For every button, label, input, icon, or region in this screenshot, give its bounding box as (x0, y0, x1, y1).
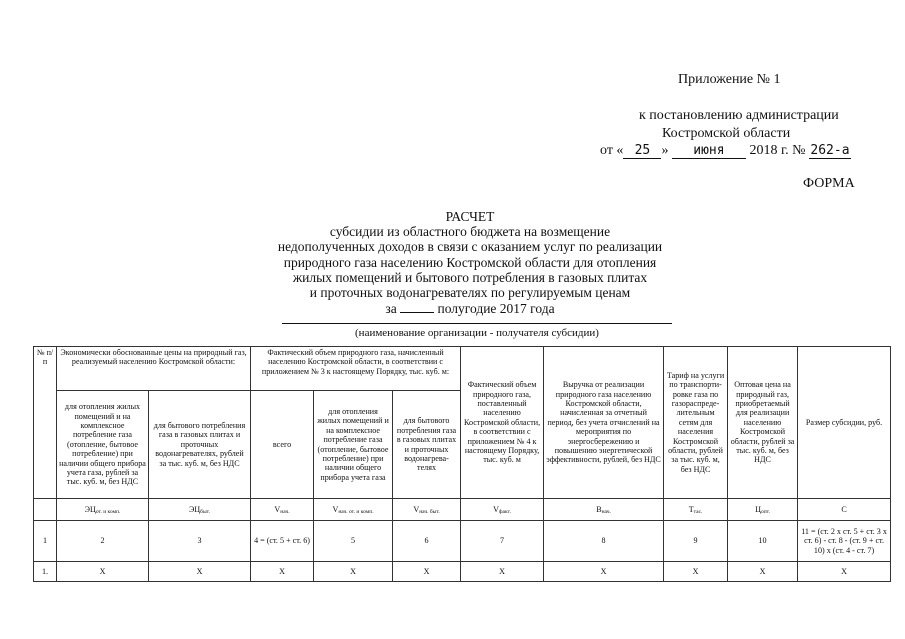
idx-cell: 1 (34, 521, 57, 562)
idx-cell: 2 (57, 521, 149, 562)
row-cell: 1. (34, 562, 57, 582)
h-volume: Фактический объем природного газа, начисленный населению Костромской области, в соответствии с приложением № 3 к настоящему Порядку, тыс. куб. м: (251, 347, 461, 391)
idx-cell: 10 (728, 521, 798, 562)
period-blank (400, 300, 434, 313)
idx-cell: 5 (314, 521, 393, 562)
idx-cell: 9 (664, 521, 728, 562)
h-econ: Экономически обоснованные цены на природный газ, реализуемый населению Костромской области: (57, 347, 251, 391)
symbol-row (34, 499, 891, 521)
document-title (200, 209, 740, 316)
date-mid: » (661, 143, 669, 158)
row-cell: X (149, 562, 251, 582)
sym-cell-4: $V_{нач. от. и комп.}$ (314, 499, 393, 521)
sym-cell-10: С (798, 499, 891, 521)
row-cell: X (664, 562, 728, 582)
region-label: Костромской области (662, 126, 791, 141)
org-caption: (наименование организации - получателя субсидии) (355, 327, 599, 339)
h-tariff: Тариф на услуги по транспорти-ровке газа по газораспреде-лительным сетям для населения Костромской области, рублей за тыс. куб. м, без НДС (664, 347, 728, 499)
row-cell: X (314, 562, 393, 582)
doc-number: 262-а (810, 143, 850, 158)
sym-cell-5: $V_{нач. быт.}$ (393, 499, 461, 521)
row-cell: X (251, 562, 314, 582)
sym-cell-3: $V_{нач.}$ (251, 499, 314, 521)
index-row (34, 521, 891, 562)
title-line-1: субсидии из областного бюджета на возмещение (329, 224, 611, 240)
row-cell: X (57, 562, 149, 582)
title-line-4: жилых помещений и бытового потребления в газовых плитах (292, 269, 648, 285)
idx-cell: 6 (393, 521, 461, 562)
sym-cell-1: $ЭЦ_{от. и комп.}$ (57, 499, 149, 521)
form-label: ФОРМА (803, 176, 855, 191)
header-row-1 (34, 347, 891, 391)
sym-cell-8: $Т_{тас.}$ (664, 499, 728, 521)
h-revenue: Выручка от реализации природного газа населению Костромской области, начисленная за отчетный период, без учета отчислений на мероприятия по энергосбережению и повышению энергетической эффективности, рублей, без НДС (544, 347, 664, 499)
row-cell: X (798, 562, 891, 582)
sym-cell-9: $Ц_{опт.}$ (728, 499, 798, 521)
row-cell: X (728, 562, 798, 582)
sym-cell-7: $В_{нач.}$ (544, 499, 664, 521)
h-fact: Фактический объем природного газа, поставленный населению Костромской области, в соответствии с приложением № 4 к настоящему Порядку, тыс. куб. м (461, 347, 544, 499)
idx-cell: 8 (544, 521, 664, 562)
period-suffix: полугодие 2017 года (437, 301, 555, 317)
idx-cell: 3 (149, 521, 251, 562)
date-prefix: от « (600, 143, 624, 158)
date-month: июня (672, 144, 746, 159)
resolution-date (600, 143, 851, 159)
h-subsidy: Размер субсидии, руб. (798, 347, 891, 499)
sym-cell-2: $ЭЦ_{быт.}$ (149, 499, 251, 521)
title-line-5: и проточных водонагревателях по регулируемым ценам (309, 285, 631, 301)
h-wholesale: Оптовая цена на природный газ, приобретаемый для реализации населению Костромской области, рублей за тыс. куб. м, без НДС (728, 347, 798, 499)
data-row (34, 562, 891, 582)
title-line-2: недополученных доходов в связи с оказанием услуг по реализации (277, 239, 663, 255)
row-cell: X (461, 562, 544, 582)
row-cell: X (393, 562, 461, 582)
period-prefix: за (385, 301, 397, 317)
date-day: 25 (623, 144, 661, 159)
h-vol-total: всего (251, 391, 314, 499)
title-heading: РАСЧЕТ (445, 209, 495, 224)
row-cell: X (544, 562, 664, 582)
subsidy-table (33, 346, 891, 582)
h-vol-heat: для отопления жилых помещений и на комплексное потребление газа (отопление, бытовое потребление) при наличии общего прибора учета газа (314, 391, 393, 499)
h-econ-heat: для отопления жилых помещений и на комплексное потребление газа (отопление, бытовое потребление) при наличии общего прибора учета газа, рублей за тыс. куб. м, без НДС (57, 391, 149, 499)
idx-cell: 4 = (ст. 5 + ст. 6) (251, 521, 314, 562)
resolution-label: к постановлению администрации (639, 108, 839, 123)
sym-cell-0 (34, 499, 57, 521)
title-period (200, 300, 740, 316)
h-vol-home: для бытового потребления газа в газовых плитах и проточных водонагрева-телях (393, 391, 461, 499)
org-name-line (282, 323, 672, 324)
idx-cell: 7 (461, 521, 544, 562)
h-econ-home: для бытового потребления газа в газовых плитах и проточных водонагревателях, рублей за тыс. куб. м, без НДС (149, 391, 251, 499)
idx-formula-cell: 11 = (ст. 2 х ст. 5 + ст. 3 х ст. 6) - ст. 8 - (ст. 9 + ст. 10) х (ст. 4 - ст. 7) (798, 521, 891, 562)
title-line-3: природного газа населению Костромской области для отопления (283, 254, 657, 270)
h-num: № п/п (34, 347, 57, 499)
date-year: 2018 г. № (749, 143, 806, 158)
sym-cell-6: $V_{факт.}$ (461, 499, 544, 521)
appendix-label: Приложение № 1 (678, 72, 781, 87)
